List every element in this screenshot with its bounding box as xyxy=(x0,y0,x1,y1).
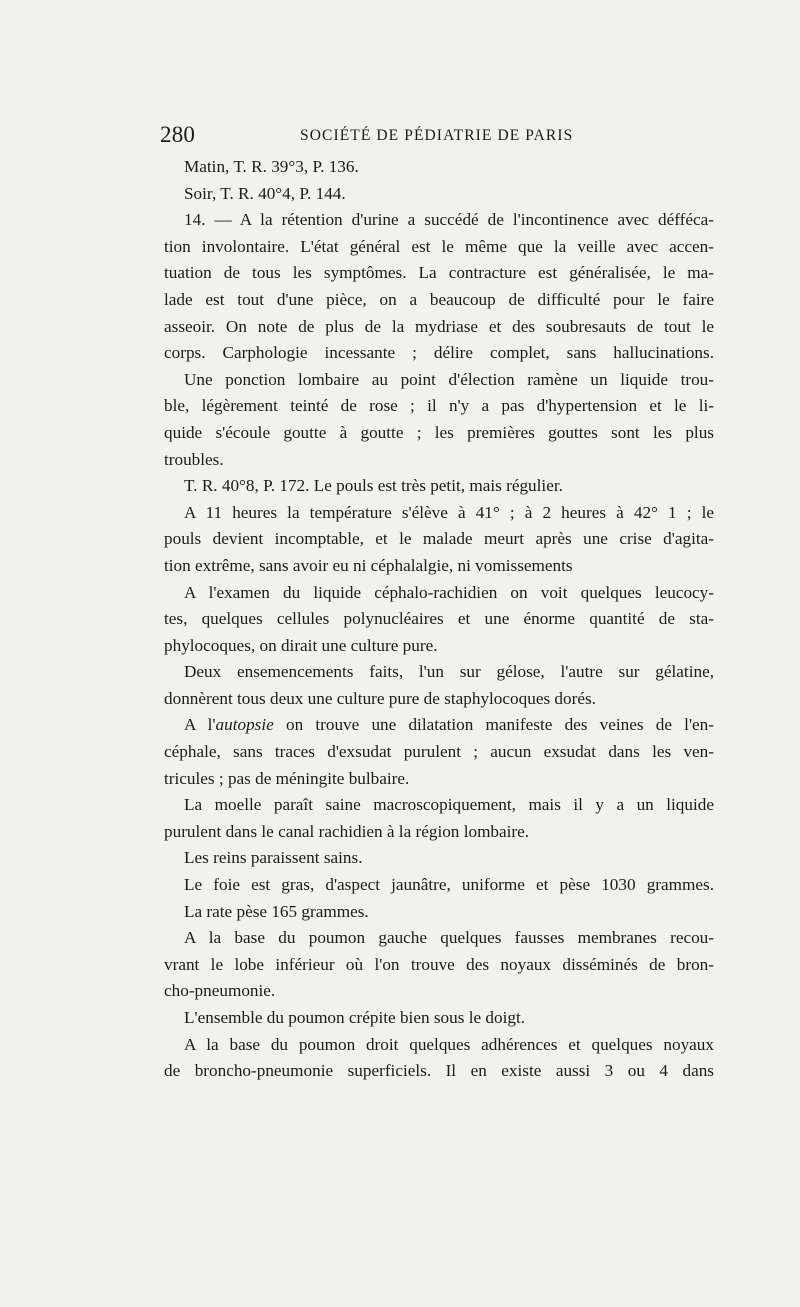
text-fragment: on trouve une dilatation manifeste des veines de l'en- xyxy=(273,715,714,735)
text-line: troubles. xyxy=(164,449,224,469)
autopsie-italic: autopsie xyxy=(215,715,274,735)
text-line: La rate pèse 165 grammes. xyxy=(184,901,369,921)
text-line: 14. — A la rétention d'urine a succédé de l'incontinence avec défféca- xyxy=(184,210,714,230)
text-fragment: A l' xyxy=(184,715,216,735)
body-text xyxy=(164,154,714,1085)
text-line: tion involontaire. L'état général est le même que la veille avec accen- xyxy=(164,236,714,256)
text-line: vrant le lobe inférieur où l'on trouve des noyaux disséminés de bron- xyxy=(164,954,714,974)
text-line: purulent dans le canal rachidien à la région lombaire. xyxy=(164,821,530,841)
text-line: A la base du poumon droit quelques adhérences et quelques noyaux xyxy=(184,1034,714,1054)
text-line: Matin, T. R. 39°3, P. 136. xyxy=(184,157,359,176)
text-line: tricules ; pas de méningite bulbaire. xyxy=(164,768,410,788)
text-line: Soir, T. R. 40°4, P. 144. xyxy=(184,183,346,203)
text-line: tes, quelques cellules polynucléaires et une énorme quantité de sta- xyxy=(164,609,714,629)
text-line: asseoir. On note de plus de la mydriase et des soubresauts de tout le xyxy=(164,316,714,336)
text-line: L'ensemble du poumon crépite bien sous le doigt. xyxy=(184,1008,526,1027)
text-line: cho-pneumonie. xyxy=(164,981,276,1001)
text-line: corps. Carphologie incessante ; délire complet, sans hallucinations. xyxy=(164,343,714,363)
text-line: A la base du poumon gauche quelques fausses membranes recou- xyxy=(184,928,714,948)
text-line: pouls devient incomptable, et le malade meurt après une crise d'agita- xyxy=(164,529,714,549)
text-line: Les reins paraissent sains. xyxy=(184,848,363,868)
running-head: SOCIÉTÉ DE PÉDIATRIE DE PARIS xyxy=(300,127,574,144)
text-line: T. R. 40°8, P. 172. Le pouls est très petit, mais régulier. xyxy=(184,476,563,496)
page-header xyxy=(160,122,720,152)
text-line: phylocoques, on dirait une culture pure. xyxy=(164,635,438,655)
page-number: 280 xyxy=(160,122,196,147)
text-line: lade est tout d'une pièce, on a beaucoup de difficulté pour le faire xyxy=(164,289,714,309)
text-line: La moelle paraît saine macroscopiquement, mais il y a un liquide xyxy=(184,795,714,815)
text-line: ble, légèrement teinté de rose ; il n'y a pas d'hypertension et le li- xyxy=(164,396,714,416)
text-line: Le foie est gras, d'aspect jaunâtre, uniforme et pèse 1030 grammes. xyxy=(184,875,714,895)
text-line: A l'examen du liquide céphalo-rachidien on voit quelques leucocy- xyxy=(184,582,714,602)
text-line: donnèrent tous deux une culture pure de staphylocoques dorés. xyxy=(164,688,596,708)
text-line: de broncho-pneumonie superficiels. Il en existe aussi 3 ou 4 dans xyxy=(164,1061,714,1081)
text-line: quide s'écoule goutte à goutte ; les premières gouttes sont les plus xyxy=(164,422,714,442)
text-line: Une ponction lombaire au point d'élection ramène un liquide trou- xyxy=(184,369,714,389)
text-line: tuation de tous les symptômes. La contracture est généralisée, le ma- xyxy=(164,263,714,283)
text-line: A 11 heures la température s'élève à 41° ; à 2 heures à 42° 1 ; le xyxy=(184,502,714,522)
text-line: Deux ensemencements faits, l'un sur gélose, l'autre sur gélatine, xyxy=(184,662,714,682)
text-line: tion extrême, sans avoir eu ni céphalalgie, ni vomissements xyxy=(164,555,573,575)
text-line: céphale, sans traces d'exsudat purulent ; aucun exsudat dans les ven- xyxy=(164,742,714,762)
text-line xyxy=(164,712,714,739)
